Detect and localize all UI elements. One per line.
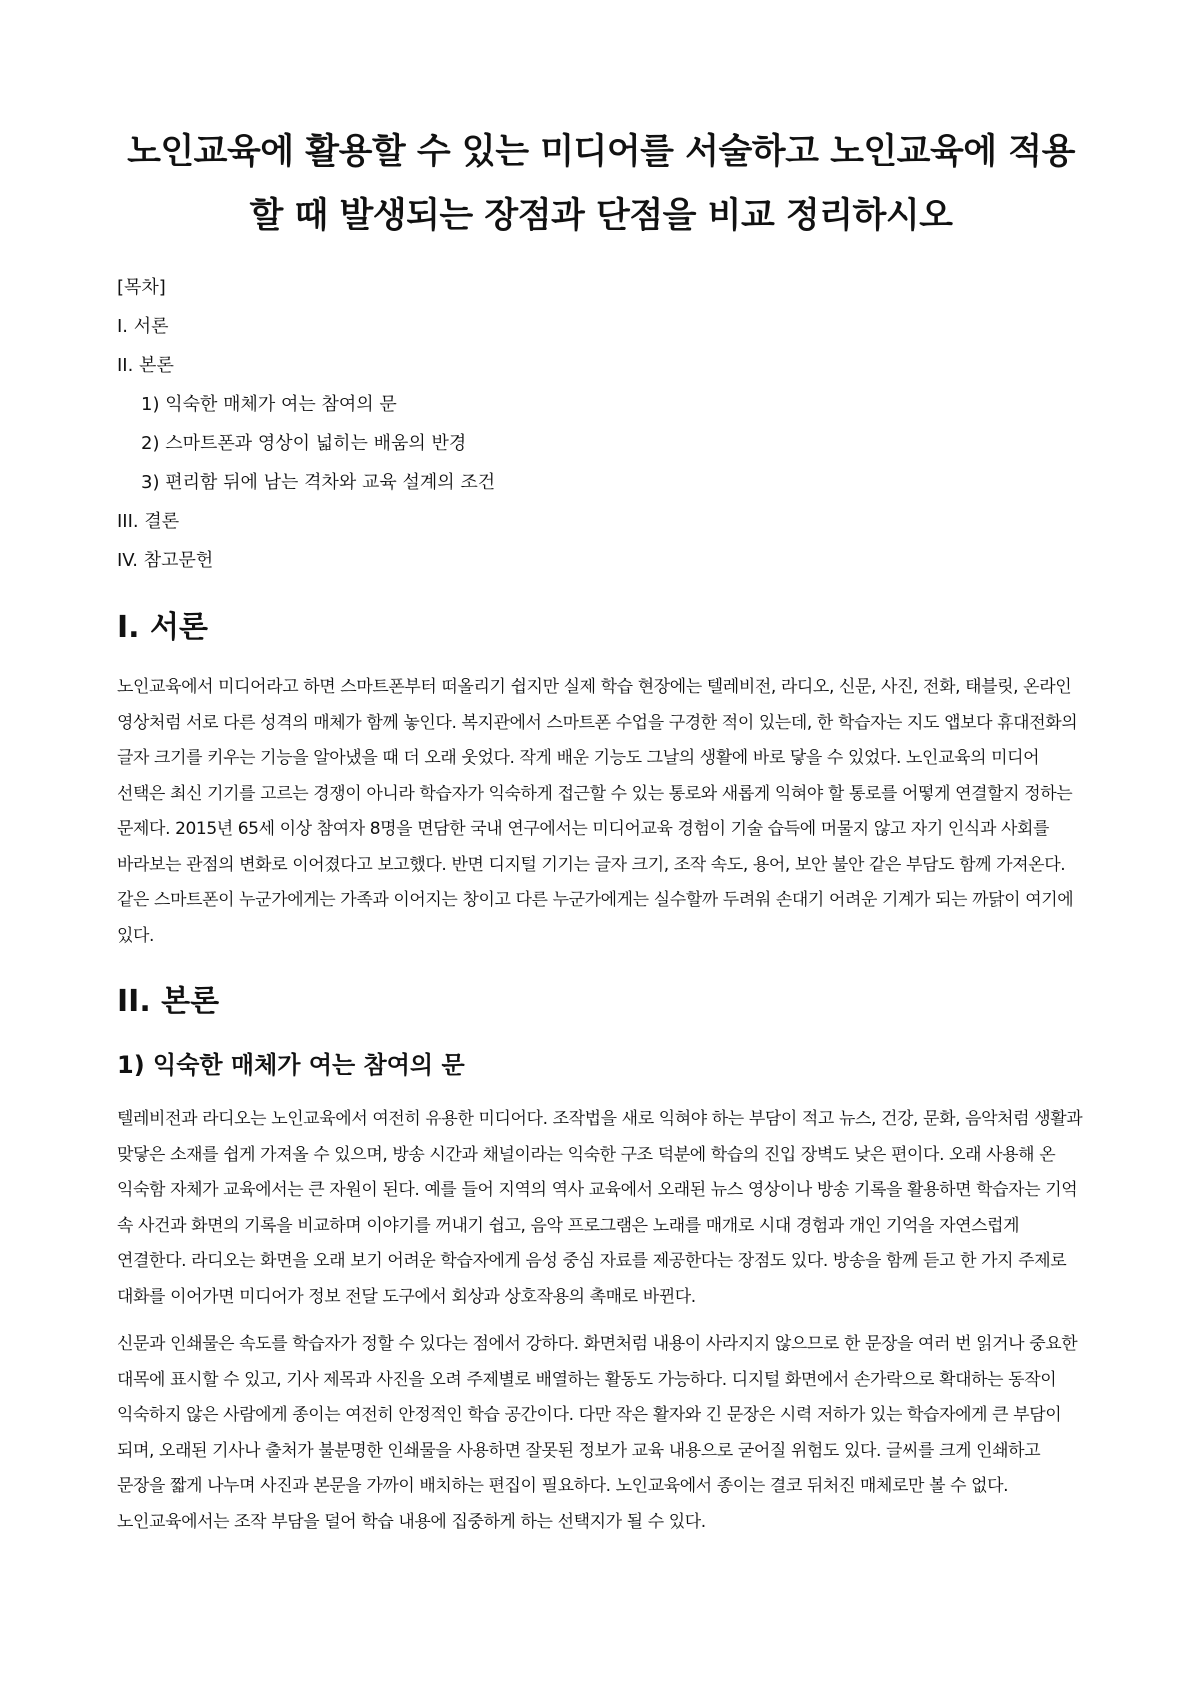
toc-item-intro: I. 서론 (117, 316, 169, 337)
toc-heading: [목차] (117, 277, 166, 298)
toc-item-body-1: 1) 익숙한 매체가 여는 참여의 문 (141, 394, 397, 415)
body-paragraph-1: 텔레비전과 라디오는 노인교육에서 여전히 유용한 미디어다. 조작법을 새로 익혀야 하는 부담이 적고 뉴스, 건강, 문화, 음악처럼 생활과 맞닿은 소재를 쉽게 가져올 수 있으며, 방송 시간과 채널이라는 익숙한 구조 덕분에 학습의 진입 장벽도 낮은 편이다. 오래 사용해 온 익숙함 자체가 교육에서는 큰 자원이 된다. 예를 들어 지역의 역사 교육에서 오래된 뉴스 영상이나 방송 기록을 활용하면 학습자는 기억 속 사건과 화면의 기록을 비교하며 이야기를 꺼내기 쉽고, 음악 프로그램은 노래를 매개로 시대 경험과 개인 기억을 자연스럽게 연결한다. 라디오는 화면을 오래 보기 어려운 학습자에게 음성 중심 자료를 제공한다는 장점도 있다. 방송을 함께 듣고 한 가지 주제로 대화를 이어가면 미디어가 정보 전달 도구에서 회상과 상호작용의 촉매로 바뀐다. (117, 1109, 1083, 1307)
toc-item-body-3: 3) 편리함 뒤에 남는 격차와 교육 설계의 조건 (141, 472, 496, 493)
toc-item-body-2: 2) 스마트폰과 영상이 넓히는 배움의 반경 (141, 433, 467, 454)
toc-item-conclusion: III. 결론 (117, 511, 180, 532)
body-paragraph-2: 신문과 인쇄물은 속도를 학습자가 정할 수 있다는 점에서 강하다. 화면처럼 내용이 사라지지 않으므로 한 문장을 여러 번 읽거나 중요한 대목에 표시할 수 있고, 기사 제목과 사진을 오려 주제별로 배열하는 활동도 가능하다. 디지털 화면에서 손가락으로 확대하는 동작이 익숙하지 않은 사람에게 종이는 여전히 안정적인 학습 공간이다. 다만 작은 활자와 긴 문장은 시력 저하가 있는 학습자에게 큰 부담이 되며, 오래된 기사나 출처가 불분명한 인쇄물을 사용하면 잘못된 정보가 교육 내용으로 굳어질 위험도 있다. 글씨를 크게 인쇄하고 문장을 짧게 나누며 사진과 본문을 가까이 배치하는 편집이 필요하다. 노인교육에서 종이는 결코 뒤처진 매체로만 볼 수 없다. 노인교육에서는 조작 부담을 덜어 학습 내용에 집중하게 하는 선택지가 될 수 있다. (117, 1334, 1078, 1532)
section-heading-body: II. 본론 (117, 984, 220, 1019)
intro-paragraph: 노인교육에서 미디어라고 하면 스마트폰부터 떠올리기 쉽지만 실제 학습 현장에는 텔레비전, 라디오, 신문, 사진, 전화, 태블릿, 온라인 영상처럼 서로 다른 성격의 매체가 함께 놓인다. 복지관에서 스마트폰 수업을 구경한 적이 있는데, 한 학습자는 지도 앱보다 휴대전화의 글자 크기를 키우는 기능을 알아냈을 때 더 오래 웃었다. 작게 배운 기능도 그날의 생활에 바로 닿을 수 있었다. 노인교육의 미디어 선택은 최신 기기를 고르는 경쟁이 아니라 학습자가 익숙하게 접근할 수 있는 통로와 새롭게 익혀야 할 통로를 어떻게 연결할지 정하는 문제다. 2015년 65세 이상 참여자 8명을 면담한 국내 연구에서는 미디어교육 경험이 기술 습득에 머물지 않고 자기 인식과 사회를 바라보는 관점의 변화로 이어졌다고 보고했다. 반면 디지털 기기는 글자 크기, 조작 속도, 용어, 보안 불안 같은 부담도 함께 가져온다. 같은 스마트폰이 누군가에게는 가족과 이어지는 창이고 다른 누군가에게는 실수할까 두려워 손대기 어려운 기계가 되는 까닭이 여기에 있다. (117, 677, 1078, 946)
toc-item-body: II. 본론 (117, 355, 174, 376)
toc-item-references: IV. 참고문헌 (117, 550, 214, 571)
subsection-heading-1: 1) 익숙한 매체가 여는 참여의 문 (117, 1051, 465, 1079)
document-title: 노인교육에 활용할 수 있는 미디어를 서술하고 노인교육에 적용할 때 발생되는 장점과 단점을 비교 정리하시오 (127, 132, 1075, 236)
section-heading-intro: I. 서론 (117, 610, 208, 645)
table-of-contents (117, 268, 1085, 580)
